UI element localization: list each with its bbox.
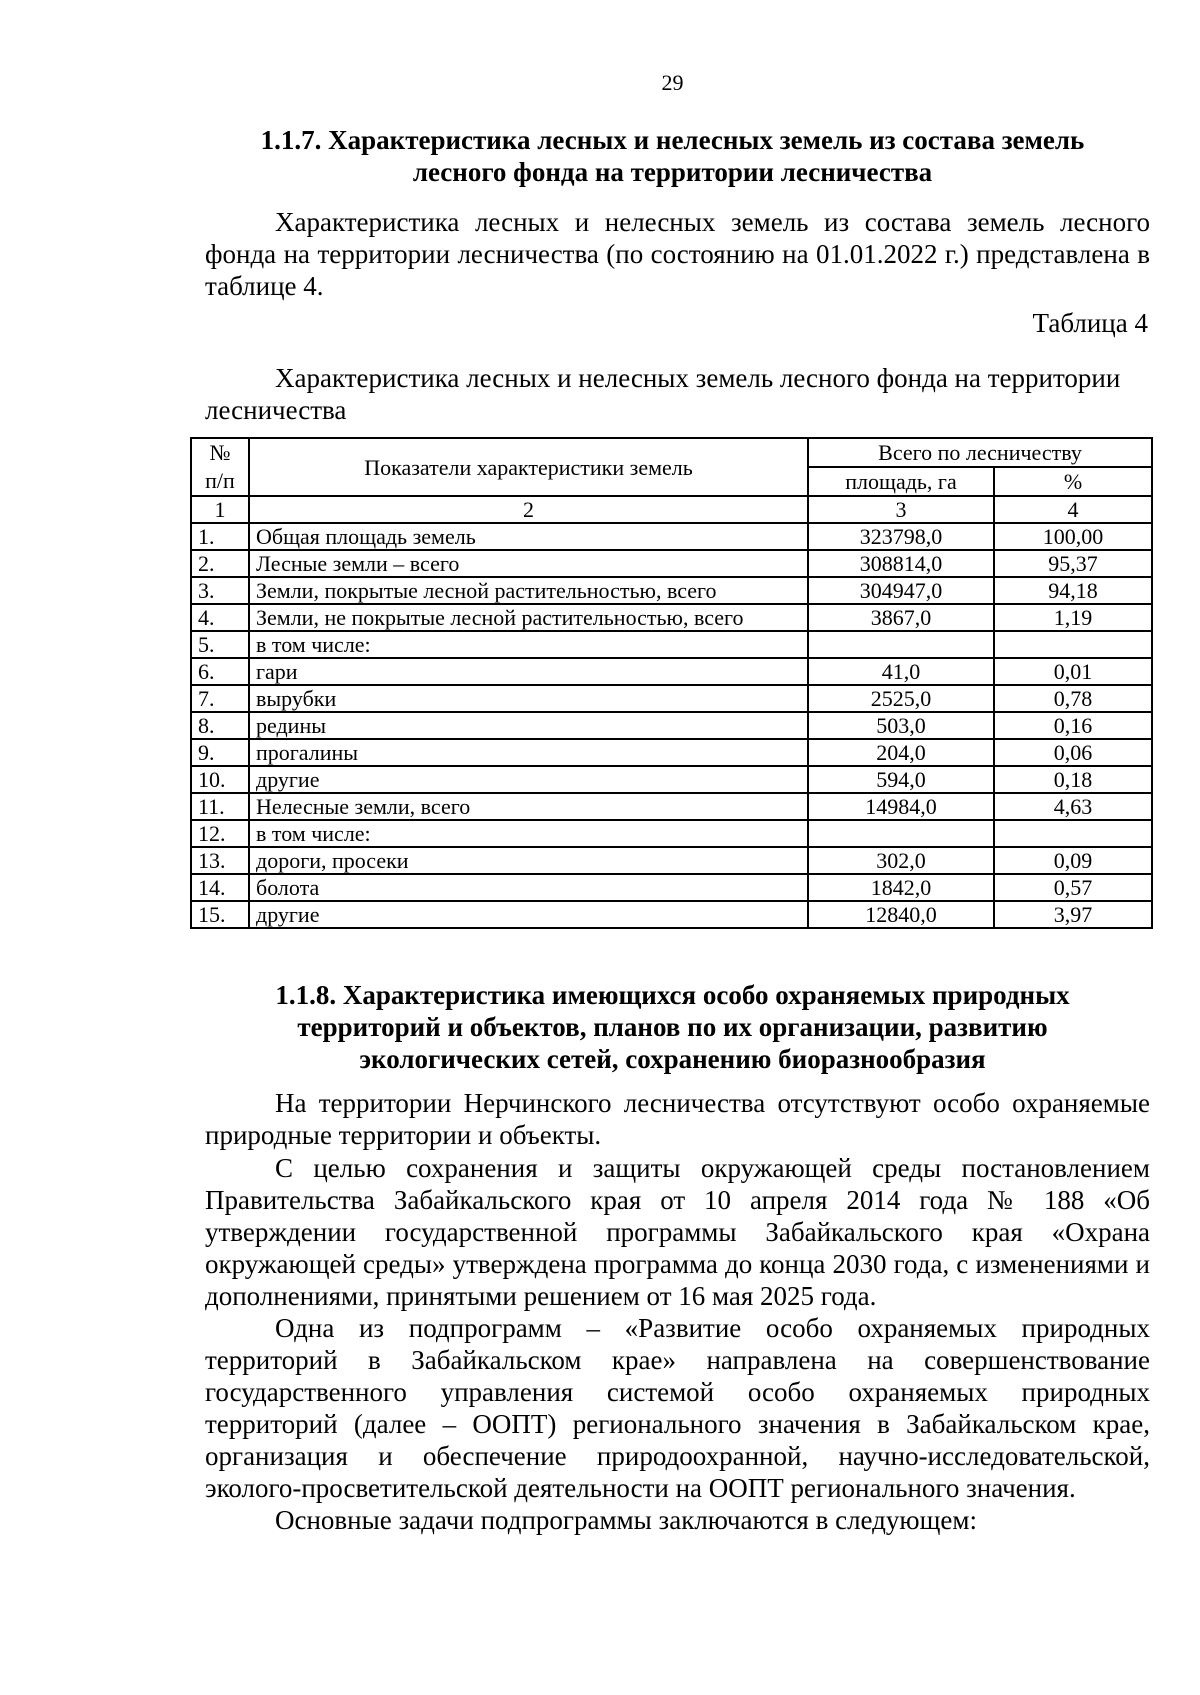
row-number: 7. — [191, 685, 249, 712]
heading-line: 1.1.7. Характеристика лесных и нелесных земель из состава земель — [260, 125, 1085, 155]
row-indicator: редины — [249, 712, 808, 739]
row-indicator: Земли, покрытые лесной растительностью, всего — [249, 577, 808, 604]
header-indicator: Показатели характеристики земель — [249, 438, 808, 496]
table-row — [191, 901, 1152, 928]
header-area: площадь, га — [808, 467, 994, 496]
col-number: 3 — [808, 496, 994, 523]
land-characteristics-table — [190, 437, 1153, 929]
row-area — [808, 631, 994, 658]
table-row — [191, 766, 1152, 793]
row-number: 3. — [191, 577, 249, 604]
table-body — [191, 523, 1152, 928]
row-indicator: гари — [249, 658, 808, 685]
heading-line: лесного фонда на территории лесничества — [412, 157, 933, 187]
row-indicator: Лесные земли – всего — [249, 550, 808, 577]
row-area: 2525,0 — [808, 685, 994, 712]
row-area: 41,0 — [808, 658, 994, 685]
table-row — [191, 604, 1152, 631]
row-percent: 0,78 — [994, 685, 1152, 712]
row-indicator: другие — [249, 901, 808, 928]
row-number: 6. — [191, 658, 249, 685]
body-paragraph: Одна из подпрограмм – «Развитие особо охраняемых природных территорий в Забайкальском крае» направлена на совершенствование государственного управления системой особо охраняемых природных территорий (далее – ООПТ) регионального значения в Забайкальском крае, организация и обеспечение природоохранной, научно-исследовательской, эколого-просветительской деятельности на ООПТ регионального значения. — [205, 1313, 1150, 1503]
row-number: 2. — [191, 550, 249, 577]
row-percent: 94,18 — [994, 577, 1152, 604]
table-row — [191, 550, 1152, 577]
row-area: 1842,0 — [808, 874, 994, 901]
row-percent: 0,18 — [994, 766, 1152, 793]
row-indicator: прогалины — [249, 739, 808, 766]
row-percent: 100,00 — [994, 523, 1152, 550]
table-row — [191, 712, 1152, 739]
row-number: 4. — [191, 604, 249, 631]
row-indicator: другие — [249, 766, 808, 793]
row-number: 9. — [191, 739, 249, 766]
intro-paragraph: Характеристика лесных и нелесных земель из состава земель лесного фонда на территории лесничества (по состоянию на 01.01.2022 г.) представлена в таблице 4. — [205, 207, 1150, 301]
table-row — [191, 631, 1152, 658]
header-percent: % — [994, 467, 1152, 496]
row-area: 302,0 — [808, 847, 994, 874]
row-percent — [994, 820, 1152, 847]
col-number: 2 — [249, 496, 808, 523]
table-label: Таблица 4 — [1032, 308, 1148, 338]
row-percent: 0,01 — [994, 658, 1152, 685]
row-number: 8. — [191, 712, 249, 739]
heading-line: территорий и объектов, планов по их организации, развитию — [297, 1012, 1048, 1042]
row-number: 14. — [191, 874, 249, 901]
body-paragraph: На территории Нерчинского лесничества отсутствуют особо охраняемые природные территории и объекты. — [205, 1088, 1150, 1150]
row-number: 15. — [191, 901, 249, 928]
table-row — [191, 658, 1152, 685]
row-area: 12840,0 — [808, 901, 994, 928]
row-indicator: в том числе: — [249, 820, 808, 847]
row-indicator: Нелесные земли, всего — [249, 793, 808, 820]
table-row — [191, 739, 1152, 766]
table-row — [191, 577, 1152, 604]
row-percent: 0,09 — [994, 847, 1152, 874]
row-area — [808, 820, 994, 847]
table-caption: Характеристика лесных и нелесных земель лесного фонда на территории лесничества — [205, 363, 1121, 425]
row-indicator: дороги, просеки — [249, 847, 808, 874]
row-number: 11. — [191, 793, 249, 820]
row-number: 12. — [191, 820, 249, 847]
page-number: 29 — [661, 70, 684, 95]
row-percent: 0,57 — [994, 874, 1152, 901]
row-number: 10. — [191, 766, 249, 793]
row-percent: 4,63 — [994, 793, 1152, 820]
row-area: 308814,0 — [808, 550, 994, 577]
row-indicator: в том числе: — [249, 631, 808, 658]
header-num-line2: п/п — [205, 468, 235, 493]
row-area: 323798,0 — [808, 523, 994, 550]
table-row — [191, 847, 1152, 874]
table-row — [191, 523, 1152, 550]
row-indicator: вырубки — [249, 685, 808, 712]
row-percent — [994, 631, 1152, 658]
row-percent: 3,97 — [994, 901, 1152, 928]
row-area: 503,0 — [808, 712, 994, 739]
col-number: 4 — [994, 496, 1152, 523]
row-percent: 95,37 — [994, 550, 1152, 577]
header-num-line1: № — [209, 440, 231, 465]
row-area: 3867,0 — [808, 604, 994, 631]
row-number: 5. — [191, 631, 249, 658]
header-num — [191, 438, 249, 496]
row-indicator: болота — [249, 874, 808, 901]
body-paragraph: Основные задачи подпрограммы заключаются в следующем: — [275, 1505, 977, 1535]
row-percent: 1,19 — [994, 604, 1152, 631]
row-indicator: Земли, не покрытые лесной растительностью, всего — [249, 604, 808, 631]
header-group: Всего по лесничеству — [808, 438, 1152, 467]
section-heading-1-1-8 — [200, 979, 1145, 1075]
row-area: 204,0 — [808, 739, 994, 766]
table-row — [191, 793, 1152, 820]
row-area: 14984,0 — [808, 793, 994, 820]
row-indicator: Общая площадь земель — [249, 523, 808, 550]
heading-line: экологических сетей, сохранению биоразнообразия — [359, 1044, 986, 1074]
row-percent: 0,06 — [994, 739, 1152, 766]
table-row — [191, 820, 1152, 847]
col-number: 1 — [191, 496, 249, 523]
row-percent: 0,16 — [994, 712, 1152, 739]
heading-line: 1.1.8. Характеристика имеющихся особо охраняемых природных — [275, 980, 1070, 1010]
row-number: 1. — [191, 523, 249, 550]
body-paragraph: С целью сохранения и защиты окружающей среды постановлением Правительства Забайкальского края от 10 апреля 2014 года № 188 «Об утверждении государственной программы Забайкальского края «Охрана окружающей среды» утверждена программа до конца 2030 года, с изменениями и дополнениями, принятыми решением от 16 мая 2025 года. — [205, 1153, 1150, 1311]
section-heading-1-1-7 — [200, 124, 1145, 188]
table-row — [191, 685, 1152, 712]
row-number: 13. — [191, 847, 249, 874]
row-area: 594,0 — [808, 766, 994, 793]
table-row — [191, 874, 1152, 901]
row-area: 304947,0 — [808, 577, 994, 604]
